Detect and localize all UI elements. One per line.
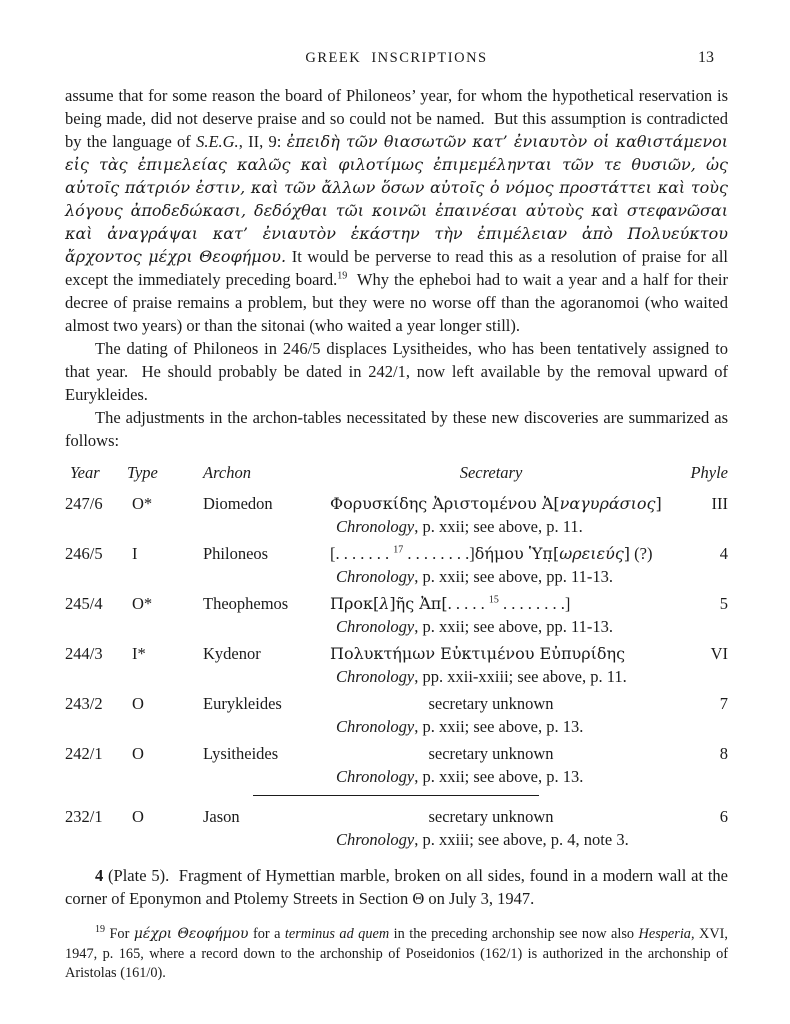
running-title: GREEK INSCRIPTIONS [305, 50, 488, 66]
text-segment: The adjustments in the archon-tables necessitated by these new discoveries are summarized as follows: [65, 408, 728, 450]
column-header-phyle: Phyle [690, 463, 728, 482]
text-segment: The dating of Philoneos in 246/5 displaces Lysitheides, who has been tentatively assigned to that year. He should probably be dated in 242/1, now left available by the removal upward of Eurykleides. [65, 339, 728, 404]
cell-type: I* [132, 644, 146, 663]
text-segment: ] [655, 494, 662, 513]
text-segment: , p. xxiii; see above, p. 4, note 3. [414, 830, 629, 849]
text-segment: , p. xxii; see above, p. 13. [414, 767, 584, 786]
table-separator-rule [253, 795, 539, 796]
text-segment: Chronology [336, 517, 415, 536]
column-header-year: Year [70, 463, 100, 482]
table-row-main-line [65, 592, 728, 615]
column-header-archon: Archon [203, 463, 251, 482]
column-header-secretary: Secretary [459, 463, 523, 482]
table-row-main-line [65, 642, 728, 665]
page-header [65, 50, 728, 67]
table-row-note-line [65, 765, 728, 788]
text-segment: [. . . . . . . [330, 544, 394, 563]
table-row-note-line [65, 615, 728, 638]
archon-table-header [65, 461, 728, 484]
text-segment: λ [379, 594, 390, 613]
table-row [65, 742, 728, 788]
archon-table [65, 461, 728, 851]
table-row [65, 492, 728, 538]
table-row-main-line [65, 805, 728, 828]
cell-year: 246/5 [65, 544, 103, 563]
cell-phyle: 5 [719, 594, 728, 613]
text-segment: , p. xxii; see above, pp. 11-13. [414, 617, 613, 636]
cell-phyle: 4 [719, 544, 728, 563]
cell-type: I [132, 544, 138, 563]
text-segment: Προκ[ [330, 594, 380, 613]
cell-note [330, 828, 728, 851]
cell-archon: Philoneos [203, 544, 269, 563]
text-segment: 19 [95, 924, 105, 936]
text-segment: δήμου Ὑπ̣[ [474, 544, 560, 563]
cell-year: 243/2 [65, 694, 103, 713]
cell-secretary [330, 642, 652, 665]
cell-phyle: 7 [719, 694, 728, 713]
cell-phyle: 8 [719, 744, 728, 763]
text-segment: It would be perverse to read this as a resolution of praise for all except the immediately preceding board. [65, 247, 728, 289]
cell-archon: Eurykleides [203, 694, 282, 713]
text-segment: 15 [488, 594, 499, 606]
text-segment: (?) [630, 544, 653, 563]
table-row-note-line [65, 515, 728, 538]
text-segment: , II, 9: [238, 132, 287, 151]
cell-note [330, 615, 728, 638]
cell-archon: Diomedon [203, 494, 273, 513]
cell-type: O* [132, 494, 153, 513]
cell-secretary [330, 742, 652, 765]
paragraph-adjustments [65, 406, 728, 452]
text-segment: in the preceding archonship see now also [389, 926, 639, 942]
entry-paragraph [65, 864, 728, 910]
table-row-main-line [65, 742, 728, 765]
text-segment: S.E.G. [196, 132, 239, 151]
cell-archon: Kydenor [203, 644, 261, 663]
page-number: 13 [698, 49, 714, 66]
table-row-main-line [65, 542, 728, 565]
table-row-note-line [65, 565, 728, 588]
cell-phyle: VI [710, 644, 728, 663]
cell-note [330, 515, 728, 538]
text-segment: Hesperia [638, 926, 691, 942]
text-segment: Chronology [336, 667, 415, 686]
text-segment: , p. xxii; see above, pp. 11-13. [414, 567, 613, 586]
table-row [65, 592, 728, 638]
table-row [65, 692, 728, 738]
archon-table-rows [65, 492, 728, 851]
cell-archon: Theophemos [203, 594, 289, 613]
table-row-main-line [65, 492, 728, 515]
paragraph-discussion [65, 84, 728, 337]
cell-phyle: 6 [719, 807, 728, 826]
cell-note [330, 665, 728, 688]
cell-type: O [132, 694, 144, 713]
text-segment: , pp. xxii-xxiii; see above, p. 11. [414, 667, 627, 686]
text-segment: μέχρι Θεοφήμου [133, 926, 249, 942]
table-row-note-line [65, 665, 728, 688]
text-segment: secretary unknown [428, 807, 554, 826]
text-segment: terminus ad quem [284, 926, 390, 942]
footnote-19 [65, 925, 728, 984]
text-segment: . . . . . . . .] [403, 544, 475, 563]
text-segment: Chronology [336, 767, 415, 786]
cell-year: 244/3 [65, 644, 103, 663]
cell-secretary [330, 692, 652, 715]
cell-note [330, 565, 728, 588]
text-segment: for a [248, 926, 285, 942]
text-segment: , XVI, 1947, p. 165, where a record down to the archonship of Poseidonios (162/1) is authorized in the archonship of Aristolas (161/0). [65, 926, 728, 981]
text-segment: Chronology [336, 830, 415, 849]
text-segment: , p. xxii; see above, p. 11. [414, 517, 583, 536]
cell-phyle: III [711, 494, 728, 513]
text-segment: , p. xxii; see above, p. 13. [414, 717, 584, 736]
text-segment: ]ῆς Ἀπ[ [389, 594, 448, 613]
cell-year: 242/1 [65, 744, 103, 763]
cell-type: O [132, 807, 144, 826]
text-segment: Φορυσκίδης Ἀριστομένου Ἀ[ [330, 494, 560, 513]
text-segment: Chronology [336, 617, 415, 636]
text-segment: . . . . . . . .] [498, 594, 571, 613]
table-row-note-line [65, 715, 728, 738]
cell-note [330, 715, 728, 738]
text-segment: 17 [393, 544, 404, 556]
text-segment: ] [623, 544, 631, 563]
cell-note [330, 765, 728, 788]
cell-archon: Lysitheides [203, 744, 279, 763]
text-segment: Chronology [336, 717, 415, 736]
table-row-note-line [65, 828, 728, 851]
cell-secretary [330, 805, 652, 828]
main-text [65, 84, 728, 452]
paragraph-dating [65, 337, 728, 406]
cell-type: O* [132, 594, 153, 613]
column-header-type: Type [127, 463, 158, 482]
entry-section [65, 864, 728, 910]
cell-secretary [330, 492, 662, 515]
text-segment: ωρειεύς [559, 544, 624, 563]
cell-year: 247/6 [65, 494, 103, 513]
text-segment: ναγυράσιος [559, 494, 656, 513]
text-segment: Why the epheboi had to wait a year and a half for their decree of praise remains a problem, but they were no worse off than the agoranomoi (who waited almost two years) or than the sitonai (who waited a year longer still). [65, 270, 728, 335]
table-row [65, 542, 728, 588]
text-segment: secretary unknown [428, 744, 554, 763]
cell-archon: Jason [203, 807, 240, 826]
table-row [65, 805, 728, 851]
text-segment: Πολυκτήμων Εὐκτιμένου Εὐπυρίδης [330, 644, 626, 663]
text-segment: 19 [337, 270, 348, 282]
cell-secretary [330, 592, 652, 615]
text-segment: Chronology [336, 567, 415, 586]
text-segment: secretary unknown [428, 694, 554, 713]
text-segment: . . . . . [447, 594, 489, 613]
text-segment: (Plate 5). Fragment of Hymettian marble, broken on all sides, found in a modern wall at the corner of Eponymon and Ptolemy Streets in Section Θ on July 3, 1947. [65, 866, 728, 908]
table-row-main-line [65, 692, 728, 715]
cell-year: 245/4 [65, 594, 103, 613]
text-segment: For [105, 926, 134, 942]
cell-secretary [330, 542, 652, 565]
text-segment: 4 [95, 866, 104, 885]
table-row [65, 642, 728, 688]
cell-year: 232/1 [65, 807, 103, 826]
text-segment: ἐπειδὴ τῶν θιασωτῶν κατ’ ἐνιαυτὸν οἱ καθιστάμενοι εἰς τὰς ἐπιμελείας καλῶς καὶ φιλοτίμως ἐπιμεμέληνται τῶν τε θυσιῶν, ὡς αὐτοῖς πάτριόν ἐστιν, καὶ τῶν ἄλλων ὅσων αὐτοῖς ὁ νόμος προστάττει καὶ τοὺς λόγους ἀποδεδώκασι, δεδόχθαι τῶι κοινῶι ἐπαινέσαι αὐτοὺς καὶ στεφανῶσαι καὶ ἀναγράψαι κατ’ ἐνιαυτὸν ἑκάστην τὴν ἐπιμέλειαν ἀπὸ Πολυεύκτου ἄρχοντος μέχρι Θεοφήμου. [65, 132, 728, 266]
cell-type: O [132, 744, 144, 763]
text-segment: assume that for some reason the board of Philoneos’ year, for whom the hypothetical reservation is being made, did not deserve praise and so could not be named. But this assumption is contradicted by the language of [65, 86, 728, 151]
